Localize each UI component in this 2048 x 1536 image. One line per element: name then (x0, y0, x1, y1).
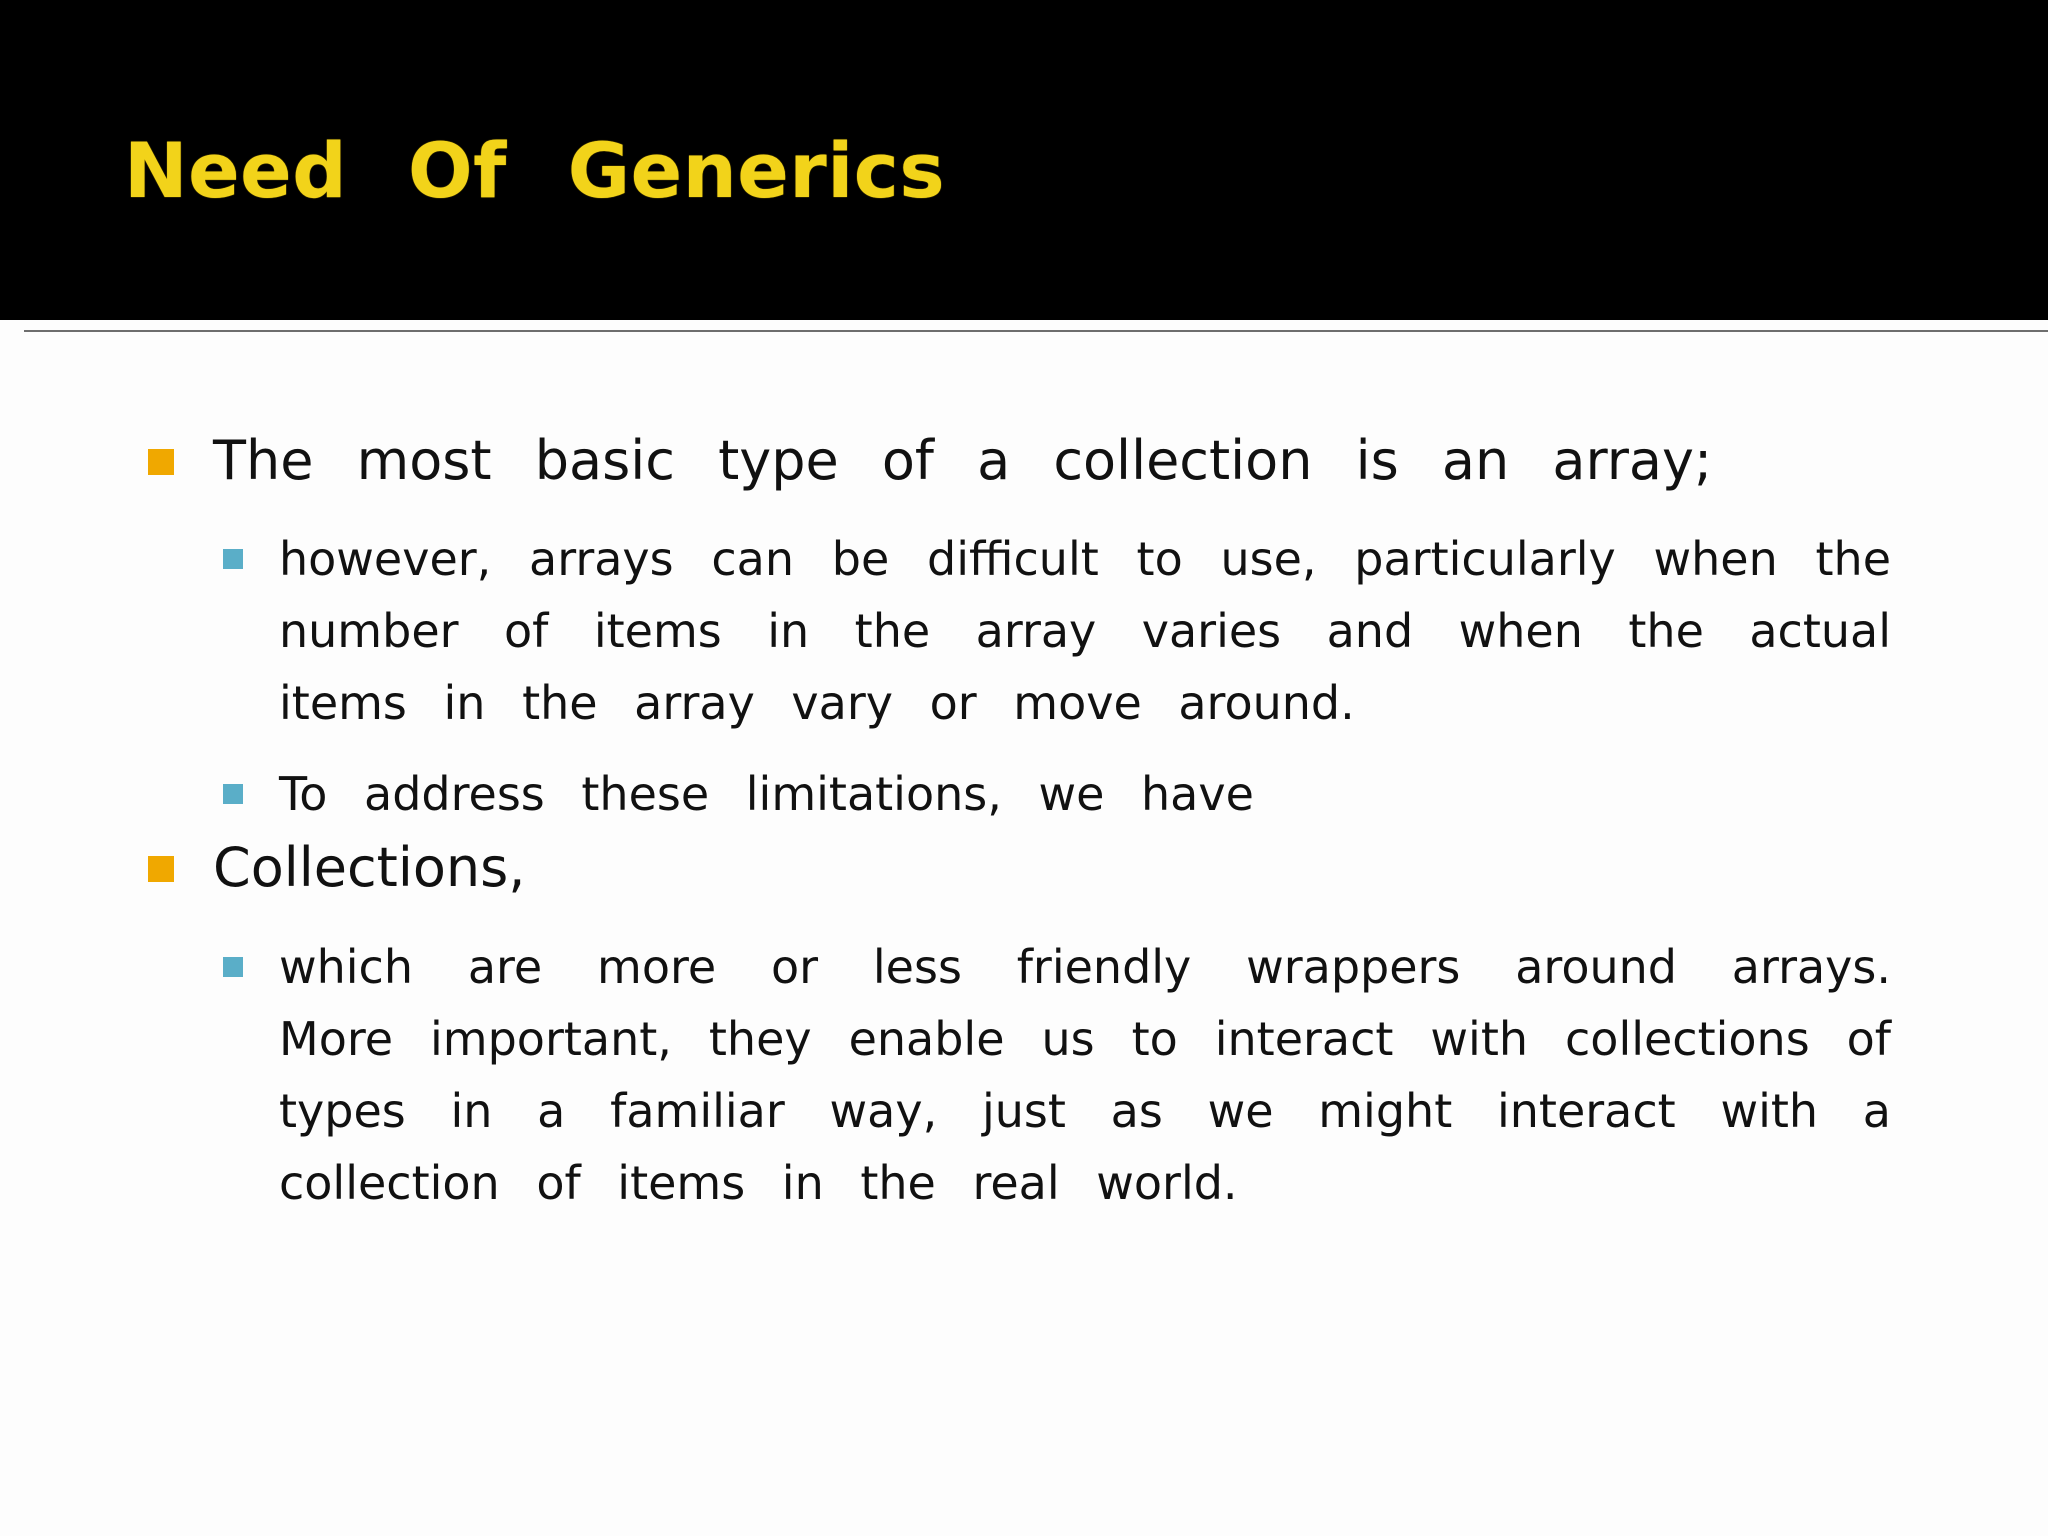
sub-bullet-text: however, arrays can be difficult to use, particularly when the number of items in the array varies and when the actual items in the array vary or move around. (279, 532, 1891, 730)
square-bullet-icon (148, 856, 174, 882)
square-bullet-icon (223, 549, 243, 569)
sub-bullet-text: To address these limitations, we have (279, 767, 1254, 821)
square-bullet-icon (223, 784, 243, 804)
square-bullet-icon (148, 449, 174, 475)
slide-title: Need Of Generics (124, 126, 946, 215)
sub-bullet-text: which are more or less friendly wrappers around arrays. More important, they enable us to interact with collections of types in a familiar way, just as we might interact with a collection of items in the real world. (279, 940, 1891, 1210)
bullet-text: The most basic type of a collection is an array; (213, 429, 1713, 492)
bullet-text: Collections, (213, 836, 526, 899)
square-bullet-icon (223, 957, 243, 977)
